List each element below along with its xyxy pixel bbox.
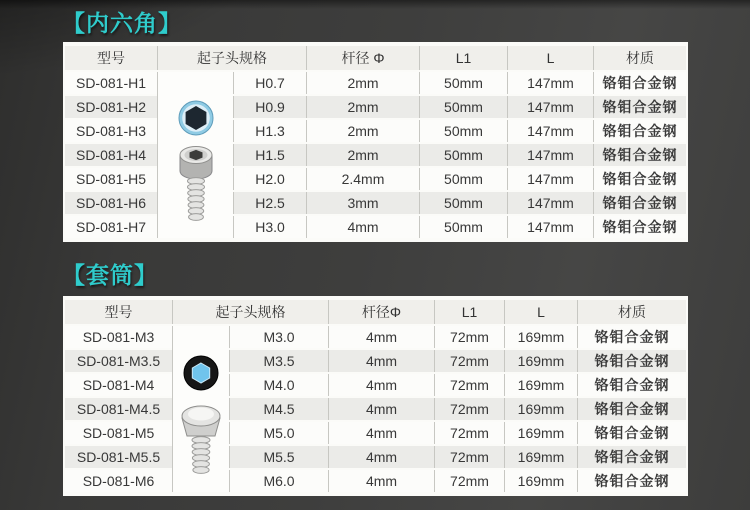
spec-cell: M5.0 [229, 422, 328, 444]
spec-cell: M3.0 [229, 326, 328, 348]
l1-cell: 72mm [434, 374, 504, 396]
material-cell: 铬钼合金钢 [593, 168, 686, 190]
col-header-l1: L1 [434, 300, 504, 324]
l1-cell: 72mm [434, 398, 504, 420]
diameter-cell: 4mm [328, 446, 434, 468]
l1-cell: 72mm [434, 470, 504, 492]
diameter-cell: 2mm [306, 120, 419, 142]
col-header-spec: 起子头规格 [157, 46, 306, 70]
spec-cell: H2.0 [233, 168, 306, 190]
diameter-cell: 4mm [328, 350, 434, 372]
l-cell: 147mm [507, 144, 593, 166]
product-photo-cell [172, 326, 229, 492]
model-cell: SD-081-M5.5 [65, 446, 172, 468]
material-cell: 铬钼合金钢 [593, 216, 686, 238]
spec-cell: H2.5 [233, 192, 306, 214]
col-header-material: 材质 [593, 46, 686, 70]
socket-spec-table [63, 296, 688, 496]
material-cell: 铬钼合金钢 [593, 120, 686, 142]
table-row [65, 446, 686, 468]
col-header-l: L [507, 46, 593, 70]
model-cell: SD-081-M4.5 [65, 398, 172, 420]
l-cell: 169mm [504, 470, 577, 492]
diameter-cell: 4mm [328, 398, 434, 420]
material-cell: 铬钼合金钢 [593, 96, 686, 118]
diameter-cell: 3mm [306, 192, 419, 214]
l-cell: 169mm [504, 326, 577, 348]
l-cell: 147mm [507, 216, 593, 238]
spec-cell: H1.3 [233, 120, 306, 142]
spec-cell: M4.0 [229, 374, 328, 396]
l1-cell: 72mm [434, 326, 504, 348]
col-header-material: 材质 [577, 300, 686, 324]
l1-cell: 50mm [419, 96, 507, 118]
hex-socket-spec-table [63, 42, 688, 242]
spec-cell: H0.9 [233, 96, 306, 118]
section-title-hex-socket: 【内六角】 [62, 10, 182, 36]
diameter-cell: 4mm [328, 326, 434, 348]
diameter-cell: 2.4mm [306, 168, 419, 190]
model-cell: SD-081-H3 [65, 120, 157, 142]
product-photo-cell [157, 72, 233, 238]
col-header-diameter: 杆径Φ [328, 300, 434, 324]
model-cell: SD-081-M3 [65, 326, 172, 348]
l-cell: 169mm [504, 398, 577, 420]
spec-cell: H0.7 [233, 72, 306, 94]
col-header-model: 型号 [65, 46, 157, 70]
diameter-cell: 2mm [306, 72, 419, 94]
l-cell: 147mm [507, 120, 593, 142]
header-row [65, 46, 686, 70]
l1-cell: 72mm [434, 446, 504, 468]
diameter-cell: 4mm [328, 374, 434, 396]
model-cell: SD-081-H1 [65, 72, 157, 94]
material-cell: 铬钼合金钢 [593, 72, 686, 94]
model-cell: SD-081-H7 [65, 216, 157, 238]
l1-cell: 50mm [419, 144, 507, 166]
hex-bit-face-icon [183, 355, 219, 391]
material-cell: 铬钼合金钢 [577, 470, 686, 492]
section-title-socket: 【套筒】 [62, 262, 158, 288]
col-header-l: L [504, 300, 577, 324]
col-header-diameter: 杆径 Φ [306, 46, 419, 70]
material-cell: 铬钼合金钢 [577, 374, 686, 396]
header-row [65, 300, 686, 324]
diameter-cell: 4mm [328, 422, 434, 444]
socket-head-cap-screw-icon [176, 143, 216, 227]
spec-cell: M5.5 [229, 446, 328, 468]
material-cell: 铬钼合金钢 [593, 192, 686, 214]
table-row [65, 326, 686, 348]
table-row [65, 350, 686, 372]
table-row [65, 374, 686, 396]
l-cell: 169mm [504, 350, 577, 372]
hex-socket-face-icon [178, 100, 214, 136]
l-cell: 147mm [507, 72, 593, 94]
l1-cell: 72mm [434, 422, 504, 444]
material-cell: 铬钼合金钢 [577, 326, 686, 348]
model-cell: SD-081-M4 [65, 374, 172, 396]
diameter-cell: 2mm [306, 96, 419, 118]
material-cell: 铬钼合金钢 [593, 144, 686, 166]
model-cell: SD-081-M6 [65, 470, 172, 492]
diameter-cell: 4mm [306, 216, 419, 238]
l-cell: 169mm [504, 446, 577, 468]
model-cell: SD-081-M3.5 [65, 350, 172, 372]
l1-cell: 50mm [419, 72, 507, 94]
diameter-cell: 2mm [306, 144, 419, 166]
l1-cell: 50mm [419, 168, 507, 190]
table-row [65, 422, 686, 444]
model-cell: SD-081-H2 [65, 96, 157, 118]
l-cell: 169mm [504, 422, 577, 444]
material-cell: 铬钼合金钢 [577, 398, 686, 420]
model-cell: SD-081-H5 [65, 168, 157, 190]
l-cell: 169mm [504, 374, 577, 396]
material-cell: 铬钼合金钢 [577, 446, 686, 468]
table-row [65, 72, 686, 94]
model-cell: SD-081-H6 [65, 192, 157, 214]
spec-cell: H1.5 [233, 144, 306, 166]
col-header-spec: 起子头规格 [172, 300, 328, 324]
spec-cell: M3.5 [229, 350, 328, 372]
model-cell: SD-081-H4 [65, 144, 157, 166]
col-header-model: 型号 [65, 300, 172, 324]
model-cell: SD-081-M5 [65, 422, 172, 444]
l-cell: 147mm [507, 96, 593, 118]
l1-cell: 72mm [434, 350, 504, 372]
diameter-cell: 4mm [328, 470, 434, 492]
l-cell: 147mm [507, 192, 593, 214]
table-row [65, 398, 686, 420]
hex-head-bolt-icon [179, 398, 223, 480]
l1-cell: 50mm [419, 216, 507, 238]
l1-cell: 50mm [419, 120, 507, 142]
table-row [65, 470, 686, 492]
material-cell: 铬钼合金钢 [577, 422, 686, 444]
l-cell: 147mm [507, 168, 593, 190]
material-cell: 铬钼合金钢 [577, 350, 686, 372]
l1-cell: 50mm [419, 192, 507, 214]
spec-cell: M4.5 [229, 398, 328, 420]
col-header-l1: L1 [419, 46, 507, 70]
spec-cell: M6.0 [229, 470, 328, 492]
spec-cell: H3.0 [233, 216, 306, 238]
